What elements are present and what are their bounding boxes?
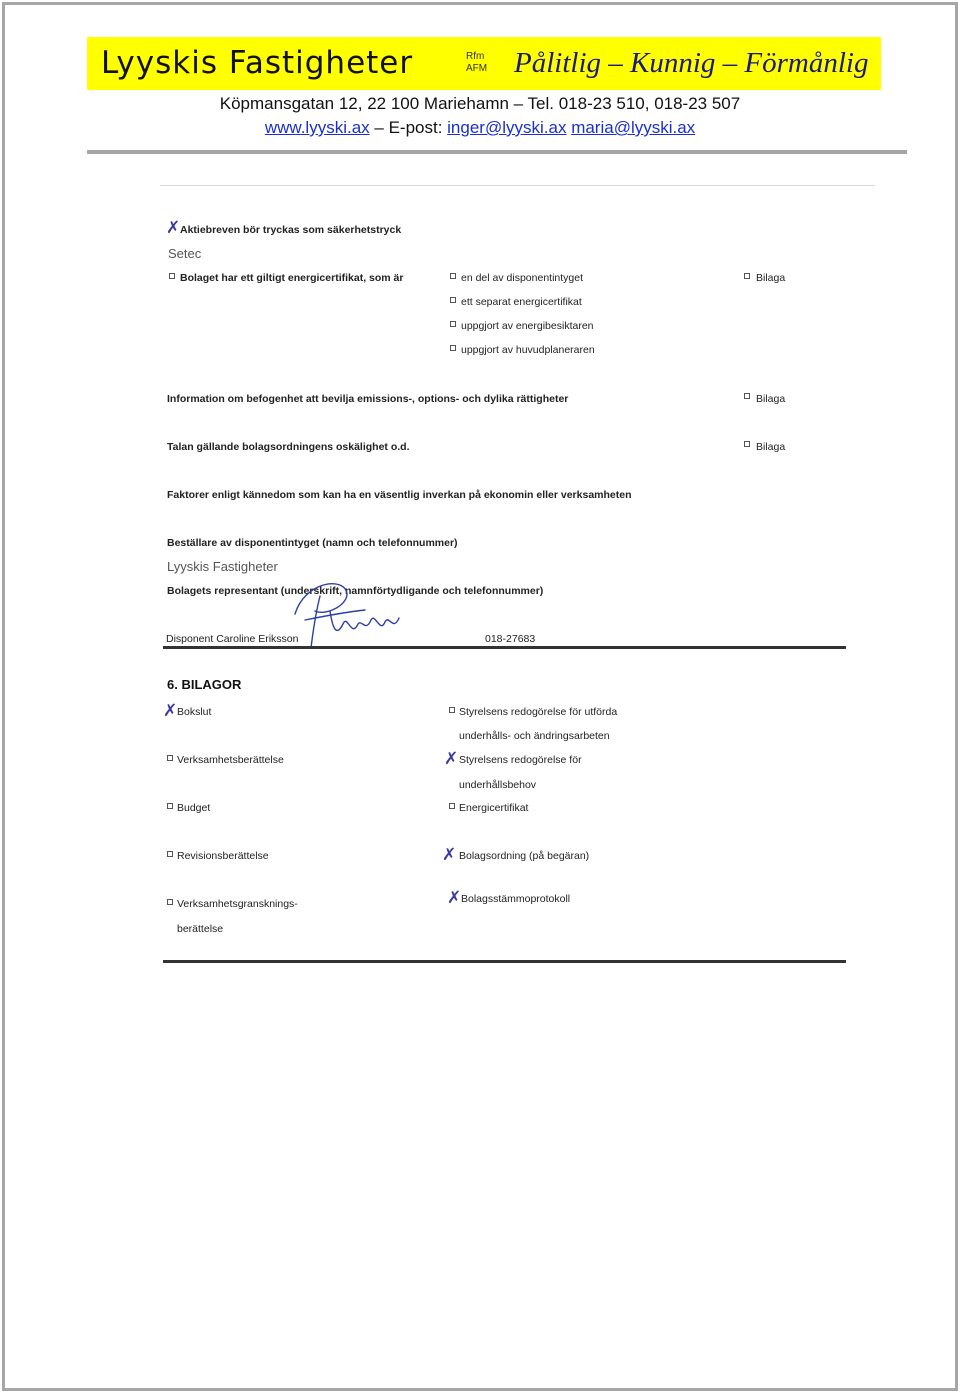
representative-phone: 018-27683: [485, 633, 536, 645]
attachment-bokslut: Bokslut: [177, 706, 212, 718]
contact-line: [0, 118, 960, 138]
bilaga-checkbox-talan[interactable]: [744, 441, 750, 447]
bottom-rule: [163, 960, 846, 963]
bilaga-checkbox-emission[interactable]: [744, 393, 750, 399]
representative-name: Disponent Caroline Eriksson: [166, 633, 299, 645]
energy-option-checkbox[interactable]: [450, 321, 456, 327]
attachment-checkbox[interactable]: [167, 899, 173, 905]
attachment-checkbox[interactable]: [167, 851, 173, 857]
attachment-checkbox[interactable]: [167, 755, 173, 761]
address-line: Köpmansgatan 12, 22 100 Mariehamn – Tel. 018-23 510, 018-23 507: [219, 94, 741, 113]
energy-option-checkbox[interactable]: [450, 273, 456, 279]
scan-top-rule: [160, 185, 875, 186]
orderer-value: Lyyskis Fastigheter: [167, 559, 278, 574]
attachment-styrelse-underhall: Styrelsens redogörelse för: [459, 754, 582, 766]
bilaga-checkbox-energy[interactable]: [744, 273, 750, 279]
email-label: – E-post:: [369, 118, 448, 137]
attachment-checkbox[interactable]: [449, 707, 455, 713]
bilaga-label: Bilaga: [756, 393, 786, 405]
bilaga-label: Bilaga: [756, 441, 786, 453]
attachment-verksamhetsgranskning-cont: berättelse: [177, 923, 224, 935]
share-print-label: Aktiebreven bör tryckas som säkerhetstryck: [180, 224, 402, 236]
header-divider: [87, 150, 907, 154]
email-link-maria[interactable]: maria@lyyski.ax: [571, 118, 696, 137]
signature-rule: [163, 646, 846, 649]
checked-x-icon: ✗: [442, 845, 457, 864]
slogan: Pålitlig – Kunnig – Förmånlig: [514, 47, 869, 79]
attachments-title: 6. BILAGOR: [167, 677, 242, 692]
energy-option-1: en del av disponentintyget: [461, 272, 584, 284]
brand-name: Lyyskis Fastigheter: [101, 45, 414, 81]
energy-option-2: ett separat energicertifikat: [461, 296, 582, 308]
attachment-budget: Budget: [177, 802, 211, 814]
attachment-checkbox[interactable]: [449, 803, 455, 809]
attachment-styrelse-underhall-cont: underhållsbehov: [459, 779, 537, 791]
energy-checkbox[interactable]: [169, 273, 175, 279]
representative-label: Bolagets representant (underskrift, namnförtydligande och telefonnummer): [167, 585, 544, 597]
attachment-checkbox[interactable]: [167, 803, 173, 809]
attachment-styrelse-utforda: Styrelsens redogörelse för utförda: [459, 706, 618, 718]
energy-option-checkbox[interactable]: [450, 345, 456, 351]
attachment-bolagsordning: Bolagsordning (på begäran): [459, 850, 590, 862]
attachment-bolagsstamma: Bolagsstämmoprotokoll: [461, 893, 571, 905]
energy-option-3: uppgjort av energibesiktaren: [461, 320, 594, 332]
email-link-inger[interactable]: inger@lyyski.ax: [447, 118, 567, 137]
signature-image: [285, 576, 410, 651]
company-banner: [87, 37, 881, 90]
orderer-label: Beställare av disponentintyget (namn och telefonnummer): [167, 537, 458, 549]
attachment-revisionsberattelse: Revisionsberättelse: [177, 850, 269, 862]
talan-label: Talan gällande bolagsordningens oskälighet o.d.: [167, 441, 410, 453]
checked-x-icon: ✗: [444, 749, 459, 768]
factors-label: Faktorer enligt kännedom som kan ha en väsentlig inverkan på ekonomin eller verksamheten: [167, 489, 632, 501]
share-print-value: Setec: [168, 246, 202, 261]
brand-sub: [466, 51, 487, 75]
bilaga-label: Bilaga: [756, 272, 786, 284]
page-frame: [2, 2, 958, 1391]
attachment-verksamhetsberattelse: Verksamhetsberättelse: [177, 754, 284, 766]
emission-label: Information om befogenhet att bevilja emissions-, options- och dylika rättigheter: [167, 393, 569, 405]
checked-x-icon: ✗: [163, 701, 178, 720]
brand-sub-rfm: Rfm: [466, 51, 485, 62]
brand-sub-afm: AFM: [466, 63, 488, 74]
energy-option-checkbox[interactable]: [450, 297, 456, 303]
checked-x-icon: ✗: [166, 218, 181, 237]
attachment-verksamhetsgranskning: Verksamhetsgransknings-: [177, 898, 298, 910]
attachment-styrelse-utforda-cont: underhålls- och ändringsarbeten: [459, 730, 610, 742]
energy-label: Bolaget har ett giltigt energicertifikat, som är: [180, 272, 404, 284]
website-link[interactable]: www.lyyski.ax: [264, 118, 370, 137]
energy-option-4: uppgjort av huvudplaneraren: [461, 344, 595, 356]
checked-x-icon: ✗: [447, 888, 462, 907]
attachment-energicertifikat: Energicertifikat: [459, 802, 529, 814]
